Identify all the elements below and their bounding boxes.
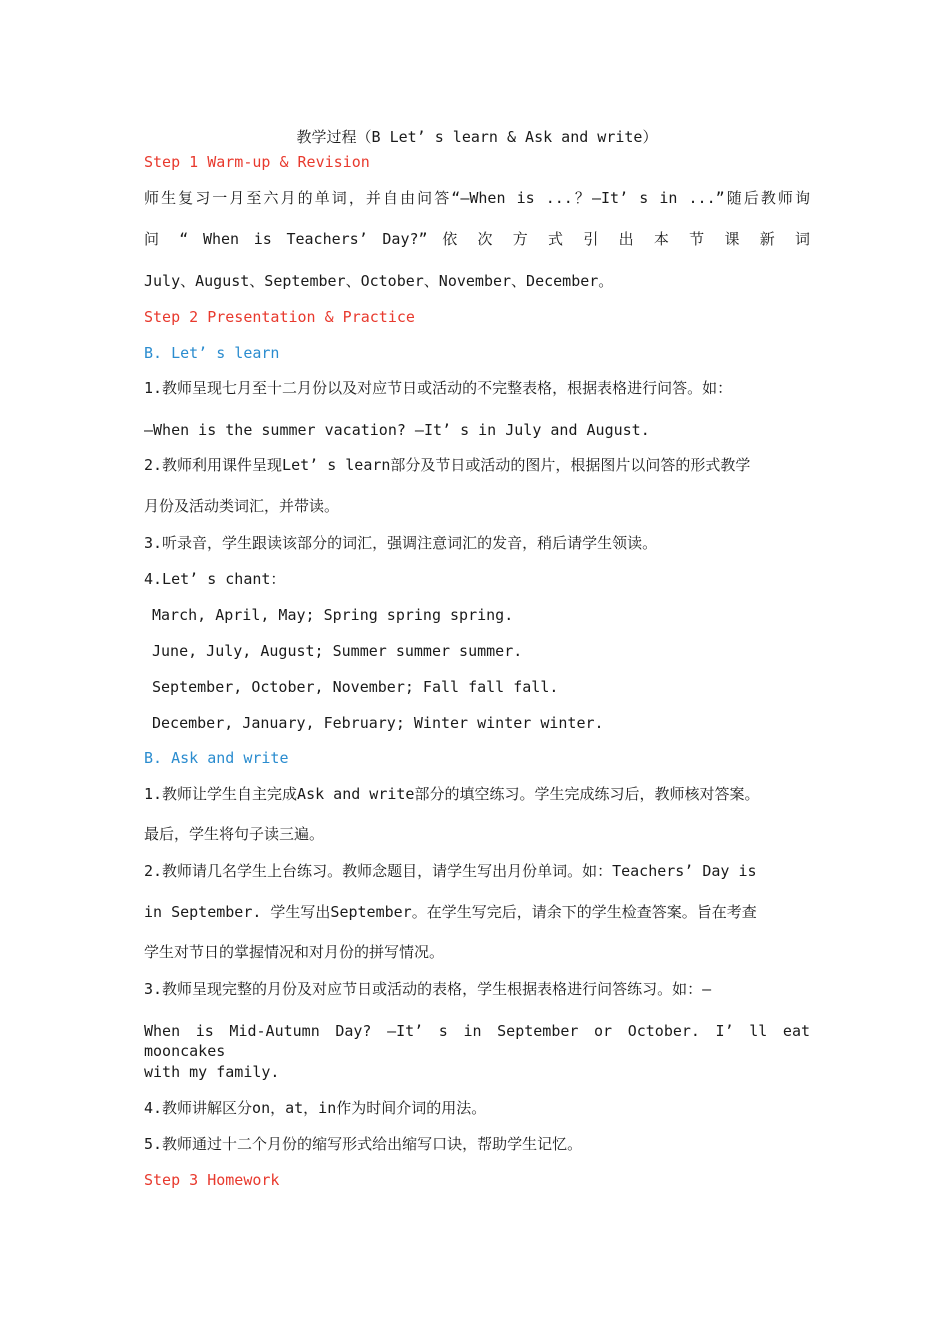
section-heading-lets-learn: B. Let’ s learn <box>144 344 280 362</box>
list-item: 4.教师讲解区分on，at，in作为时间介词的用法。 <box>144 1099 487 1117</box>
list-item-continuation: 月份及活动类词汇，并带读。 <box>144 497 340 515</box>
list-item: 1.教师呈现七月至十二月份以及对应节日或活动的不完整表格，根据表格进行问答。如： <box>144 379 733 397</box>
list-item-continuation: with my family. <box>144 1063 280 1081</box>
step3-heading: Step 3 Homework <box>144 1171 280 1189</box>
chant-line: September, October, November; Fall fall fall. <box>152 678 559 696</box>
list-item: 2.教师请几名学生上台练习。教师念题目，请学生写出月份单词。如：Teachers’ Day is <box>144 862 757 880</box>
chant-line: June, July, August; Summer summer summer. <box>152 642 523 660</box>
paragraph-line: 问 “ When is Teachers’ Day?” 依 次 方 式 引 出 本 节 课 新 词 <box>144 230 810 248</box>
list-item: 1.教师让学生自主完成Ask and write部分的填空练习。学生完成练习后，教师核对答案。 <box>144 785 760 803</box>
chant-line: March, April, May; Spring spring spring. <box>152 606 514 624</box>
step1-heading: Step 1 Warm-up & Revision <box>144 153 370 171</box>
list-item-continuation: 学生对节日的掌握情况和对月份的拼写情况。 <box>144 943 445 961</box>
list-item-continuation: in September. 学生写出September。在学生写完后，请余下的学生检查答案。旨在考查 <box>144 903 757 921</box>
paragraph-line: 师生复习一月至六月的单词，并自由问答“—When is ...？—It’ s in ...”随后教师询 <box>144 189 810 207</box>
list-item: 5.教师通过十二个月份的缩写形式给出缩写口诀，帮助学生记忆。 <box>144 1135 583 1153</box>
list-item-continuation: —When is the summer vacation? —It’ s in July and August. <box>144 421 650 439</box>
step2-heading: Step 2 Presentation & Practice <box>144 308 415 326</box>
list-item-continuation: 最后，学生将句子读三遍。 <box>144 825 325 843</box>
list-item: 4.Let’ s chant： <box>144 570 286 588</box>
document-title: 教学过程（B Let’ s learn & Ask and write） <box>296 128 658 146</box>
list-item: 3.听录音，学生跟读该部分的词汇，强调注意词汇的发音，稍后请学生领读。 <box>144 534 658 552</box>
section-heading-ask-and-write: B. Ask and write <box>144 749 289 767</box>
list-item-continuation: When is Mid-Autumn Day? —It’ s in September or October. I’ ll eat mooncakes <box>144 1022 810 1060</box>
list-item: 3.教师呈现完整的月份及对应节日或活动的表格，学生根据表格进行问答练习。如：— <box>144 980 712 998</box>
chant-line: December, January, February; Winter winter winter. <box>152 714 604 732</box>
paragraph-line: July、August、September、October、November、December。 <box>144 272 614 290</box>
list-item: 2.教师利用课件呈现Let’ s learn部分及节日或活动的图片，根据图片以问答的形式教学 <box>144 456 751 474</box>
